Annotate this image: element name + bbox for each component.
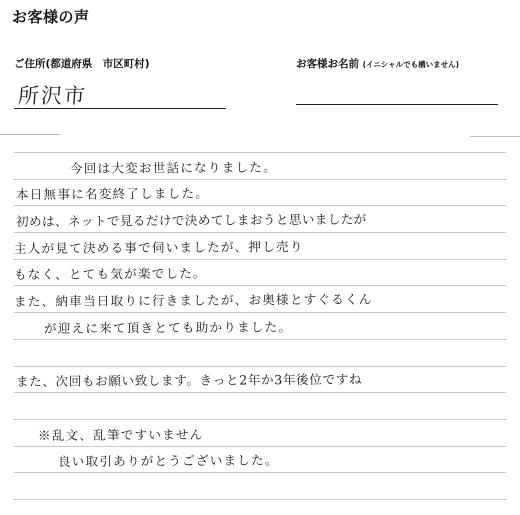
message-line: 本日無事に名変終了しました。 <box>14 180 506 207</box>
message-line: 主人が見て決める事で伺いましたが、押し売り <box>14 233 506 260</box>
page-title: お客様の声 <box>12 8 90 26</box>
scan-artifact <box>0 134 60 135</box>
message-line: ※乱文、乱筆ですいません <box>14 420 506 447</box>
address-label: ご住所(都道府県 市区町村) <box>14 58 150 70</box>
message-line: 初めは、ネットで見るだけで決めてしまおうと思いましたが <box>14 206 506 233</box>
address-value: 所沢市 <box>17 84 88 108</box>
message-line <box>14 340 506 367</box>
name-label <box>296 56 459 71</box>
name-underline <box>296 104 498 105</box>
message-line: また、次回もお願い致します。きっと2年か3年後位ですね <box>14 367 506 394</box>
name-label-text: お客様お名前 <box>296 58 359 70</box>
name-note: (イニシャルでも構いません) <box>362 60 460 69</box>
message-line: もなく、とても気が楽でした。 <box>14 260 506 287</box>
message-line: が迎えに来て頂きとても助かりました。 <box>14 313 506 340</box>
handwritten-message <box>14 152 506 500</box>
message-line: 今回は大変お世話になりました。 <box>14 152 506 180</box>
message-line <box>14 473 506 500</box>
message-line: また、納車当日取りに行きましたが、お奥様とすぐるくん <box>14 286 506 313</box>
message-line: 良い取引ありがとうございました。 <box>14 447 506 474</box>
address-underline <box>14 108 226 109</box>
scan-artifact <box>470 136 520 137</box>
message-line <box>14 393 506 420</box>
